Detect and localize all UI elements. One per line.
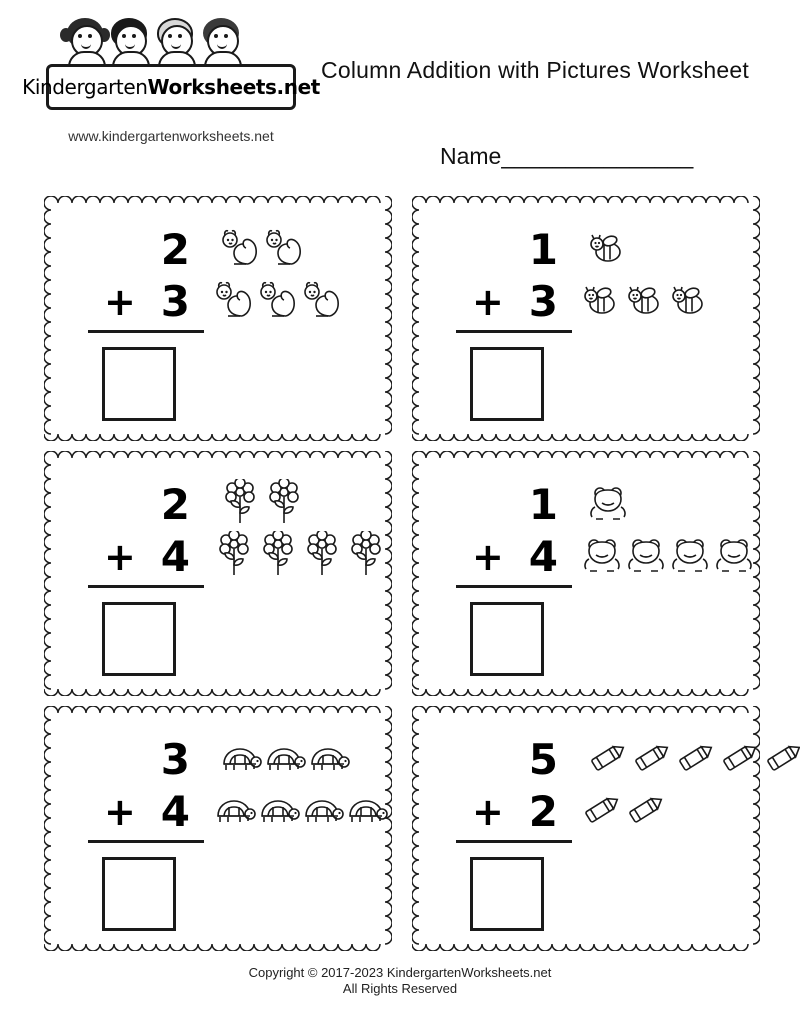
- picture-row: [212, 525, 382, 577]
- flower-icon: [262, 479, 304, 525]
- top-addend: 5: [528, 735, 558, 784]
- problem-card: [412, 706, 760, 951]
- turtle-icon: [212, 786, 254, 832]
- picture-row: [580, 525, 750, 577]
- picture-group: [212, 473, 382, 613]
- sum-line: [456, 585, 572, 588]
- sum-line: [88, 330, 204, 333]
- name-label: Name: [440, 143, 502, 169]
- bee-icon: [668, 276, 710, 322]
- problem-card: [44, 451, 392, 696]
- addition-problem: [450, 224, 580, 409]
- picture-row: [580, 728, 750, 780]
- problem-card: [44, 706, 392, 951]
- turtle-icon: [306, 734, 348, 780]
- answer-box[interactable]: [102, 347, 176, 421]
- rights-text: All Rights Reserved: [342, 981, 458, 996]
- picture-row: [212, 218, 382, 270]
- frog-icon: [580, 531, 622, 577]
- addition-problem: [450, 479, 580, 664]
- bee-icon: [624, 276, 666, 322]
- bottom-addend: 3: [160, 277, 190, 326]
- bee-icon: [586, 224, 628, 270]
- bottom-addend: 3: [528, 277, 558, 326]
- crayon-icon: [580, 786, 622, 832]
- picture-row: [212, 473, 382, 525]
- card-content: [44, 706, 392, 951]
- picture-row: [212, 270, 382, 322]
- squirrel-icon: [218, 224, 260, 270]
- kids-faces-icon: [64, 18, 254, 70]
- plus-operator: +: [472, 535, 504, 579]
- bottom-addend: 4: [160, 532, 190, 581]
- plus-operator: +: [104, 790, 136, 834]
- crayon-icon: [674, 734, 716, 780]
- frog-icon: [668, 531, 710, 577]
- card-content: [412, 451, 760, 696]
- problem-card: [44, 196, 392, 441]
- name-field[interactable]: [440, 143, 693, 170]
- addition-problem: [82, 224, 212, 409]
- picture-group: [212, 218, 382, 358]
- bee-icon: [580, 276, 622, 322]
- answer-box[interactable]: [470, 347, 544, 421]
- picture-row: [212, 728, 382, 780]
- problem-card: [412, 196, 760, 441]
- answer-box[interactable]: [102, 857, 176, 931]
- logo-text-tld: .net: [276, 75, 320, 99]
- name-blank-line: _______________: [501, 143, 694, 169]
- problem-grid: [44, 196, 760, 956]
- picture-group: [580, 473, 750, 613]
- answer-box[interactable]: [102, 602, 176, 676]
- addition-problem: [82, 734, 212, 919]
- frog-icon: [624, 531, 666, 577]
- bottom-addend-row: [450, 276, 580, 328]
- site-logo[interactable]: [22, 18, 320, 138]
- top-addend: 2: [160, 480, 190, 529]
- frog-icon: [712, 531, 754, 577]
- addition-problem: [82, 479, 212, 664]
- answer-box[interactable]: [470, 602, 544, 676]
- crayon-icon: [624, 786, 666, 832]
- bottom-addend-row: [82, 276, 212, 328]
- turtle-icon: [256, 786, 298, 832]
- addition-problem: [450, 734, 580, 919]
- bottom-addend: 2: [528, 787, 558, 836]
- answer-box[interactable]: [470, 857, 544, 931]
- bottom-addend-row: [82, 786, 212, 838]
- bottom-addend: 4: [160, 787, 190, 836]
- page-footer: [0, 965, 800, 997]
- crayon-icon: [718, 734, 760, 780]
- flower-icon: [344, 531, 386, 577]
- card-content: [44, 196, 392, 441]
- bottom-addend: 4: [528, 532, 558, 581]
- turtle-icon: [344, 786, 386, 832]
- plus-operator: +: [104, 280, 136, 324]
- problem-card: [412, 451, 760, 696]
- flower-icon: [218, 479, 260, 525]
- top-addend: 3: [160, 735, 190, 784]
- picture-row: [580, 473, 750, 525]
- crayon-icon: [762, 734, 800, 780]
- squirrel-icon: [256, 276, 298, 322]
- bottom-addend-row: [450, 531, 580, 583]
- picture-group: [580, 728, 750, 868]
- plus-operator: +: [472, 790, 504, 834]
- picture-row: [212, 780, 382, 832]
- sum-line: [456, 330, 572, 333]
- turtle-icon: [262, 734, 304, 780]
- bottom-addend-row: [450, 786, 580, 838]
- logo-text-worksheets: Worksheets: [147, 75, 277, 99]
- frog-icon: [586, 479, 628, 525]
- squirrel-icon: [300, 276, 342, 322]
- flower-icon: [256, 531, 298, 577]
- sum-line: [88, 840, 204, 843]
- picture-row: [580, 218, 750, 270]
- picture-group: [580, 218, 750, 358]
- crayon-icon: [630, 734, 672, 780]
- logo-text-kindergarten: Kindergarten: [22, 75, 148, 99]
- flower-icon: [300, 531, 342, 577]
- squirrel-icon: [262, 224, 304, 270]
- page-title: Column Addition with Pictures Worksheet: [321, 57, 749, 83]
- turtle-icon: [300, 786, 342, 832]
- flower-icon: [212, 531, 254, 577]
- top-addend: 1: [528, 480, 558, 529]
- card-content: [412, 196, 760, 441]
- logo-wordmark: [22, 64, 320, 110]
- crayon-icon: [586, 734, 628, 780]
- sum-line: [88, 585, 204, 588]
- card-content: [44, 451, 392, 696]
- sum-line: [456, 840, 572, 843]
- copyright-text: Copyright © 2017-2023 KindergartenWorksheets.net: [248, 965, 552, 980]
- plus-operator: +: [472, 280, 504, 324]
- card-content: [412, 706, 760, 951]
- squirrel-icon: [212, 276, 254, 322]
- site-url: www.kindergartenworksheets.net: [68, 128, 274, 144]
- bottom-addend-row: [82, 531, 212, 583]
- plus-operator: +: [104, 535, 136, 579]
- top-addend: 2: [160, 225, 190, 274]
- picture-group: [212, 728, 382, 868]
- top-addend: 1: [528, 225, 558, 274]
- worksheet-header: [0, 0, 800, 185]
- picture-row: [580, 270, 750, 322]
- turtle-icon: [218, 734, 260, 780]
- picture-row: [580, 780, 750, 832]
